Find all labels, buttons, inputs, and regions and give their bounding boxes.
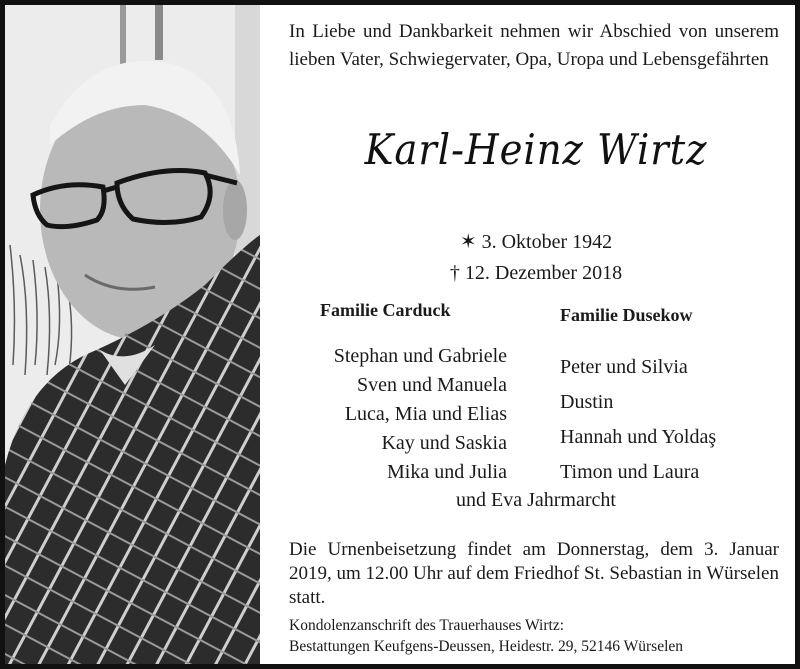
list-item: Luca, Mia und Elias	[344, 403, 507, 425]
condolence-address	[289, 615, 789, 657]
death-date: † 12. Dezember 2018	[449, 262, 623, 284]
list-item: Kay und Saskia	[381, 432, 507, 454]
additional-mourner: und Eva Jahrmarcht	[456, 489, 616, 511]
condolence-line-1: Kondolenzanschrift des Trauerhauses Wirtz:	[289, 617, 565, 634]
life-dates	[281, 227, 791, 289]
condolence-line-2: Bestattungen Keufgens-Deussen, Heidestr. 29, 52146 Würselen	[289, 638, 684, 655]
deceased-name: Karl-Heinz Wirtz	[364, 125, 708, 174]
portrait-photo	[5, 5, 260, 664]
birth-date: ✶ 3. Oktober 1942	[459, 231, 613, 253]
funeral-info: Die Urnenbeisetzung findet am Donnerstag, dem 3. Januar 2019, um 12.00 Uhr auf dem Friedhof St. Sebastian in Würselen statt.	[289, 539, 779, 608]
list-item: Sven und Manuela	[357, 374, 507, 396]
family-right-title: Familie Dusekow	[560, 305, 693, 325]
intro-text: In Liebe und Dankbarkeit nehmen wir Abschied von unserem lieben Vater, Schwiegervater, Opa, Uropa und Lebensgefährten	[289, 21, 779, 70]
list-item: Timon und Laura	[560, 461, 700, 483]
family-left-title: Familie Carduck	[320, 300, 451, 320]
family-left-members	[281, 342, 507, 487]
list-item: Hannah und Yoldaş	[560, 426, 717, 448]
obituary-text	[281, 5, 791, 664]
list-item: Mika und Julia	[387, 461, 507, 483]
list-item: Peter und Silvia	[560, 356, 688, 378]
portrait-illustration	[5, 5, 260, 664]
family-right-members	[560, 350, 790, 490]
list-item: Dustin	[560, 391, 614, 413]
list-item: Stephan und Gabriele	[333, 345, 507, 367]
